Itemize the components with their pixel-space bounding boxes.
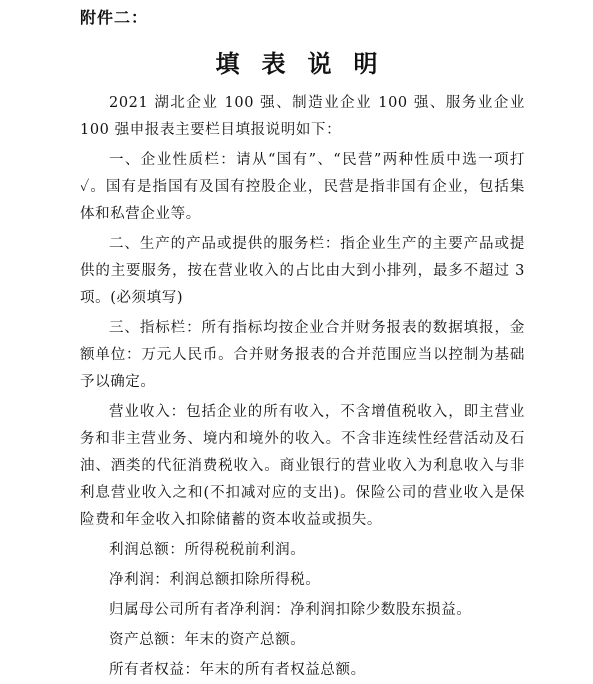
indicators-paragraph: 三、指标栏：所有指标均按企业合并财务报表的数据填报，金额单位：万元人民币。合并财务报表的合并范围应当以控制为基础予以确定。 [80,320,525,390]
total-assets-paragraph: 资产总额：年末的资产总额。 [109,632,306,648]
total-profit-paragraph: 利润总额：所得税税前利润。 [109,542,306,558]
attachment-label: 附件二： [80,8,149,27]
operating-revenue-paragraph: 营业收入：包括企业的所有收入，不含增值税收入，即主营业务和非主营业务、境内和境外的收入。不含非连续性经营活动及石油、酒类的代征消费税收入。商业银行的营业收入为利息收入与非利息营业收入之和(不扣减对应的支出)。保险公司的营业收入是保险费和年金收入扣除储蓄的资本收益或损失。 [80,404,525,528]
document-title: 填表说明 [215,50,400,78]
parent-net-profit-paragraph: 归属母公司所有者净利润：净利润扣除少数股东损益。 [109,602,472,618]
products-services-paragraph: 二、生产的产品或提供的服务栏：指企业生产的主要产品或提供的主要服务，按在营业收入的占比由大到小排列，最多不超过 3 项。(必须填写) [80,236,525,306]
intro-paragraph: 2021 湖北企业 100 强、制造业企业 100 强、服务业企业 100 强申报表主要栏目填报说明如下： [80,95,525,138]
document-body [80,90,525,684]
owners-equity-paragraph: 所有者权益：年末的所有者权益总额。 [109,662,366,678]
enterprise-nature-paragraph: 一、企业性质栏：请从“国有”、“民营”两种性质中选一项打✓。国有是指国有及国有控股企业，民营是指非国有企业，包括集体和私营企业等。 [80,152,525,222]
net-profit-paragraph: 净利润：利润总额扣除所得税。 [109,572,321,588]
